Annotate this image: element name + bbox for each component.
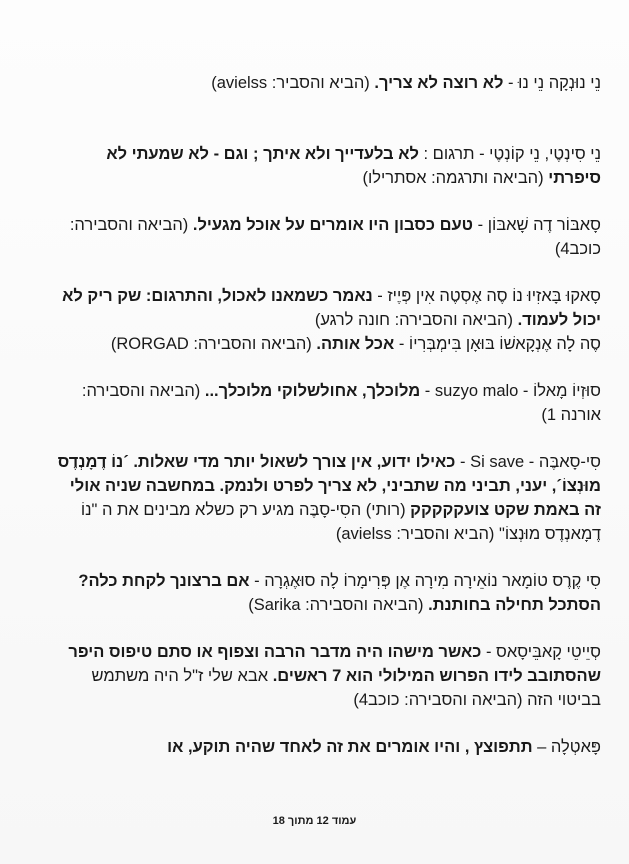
entry-meaning: כאילו ידוע, אין צורך לשאול יותר מדי שאלות. ´נוֹ דֶמָנְדֶס מוּנְצוֹ´, יעני, תביני מה שתביני, לא צריך לפרט ולנמק. במחשבה שניה אולי זה באמת שקט צועקקקקק xyxy=(57,452,601,519)
entry-source: (הביא והסביר: avielss) xyxy=(211,73,375,92)
glossary-entry xyxy=(56,379,601,427)
glossary-entries xyxy=(56,54,601,782)
glossary-entry xyxy=(56,569,601,617)
entry-term: נֵי נוּנְקָה נֵי נוּ - xyxy=(503,73,601,92)
entry-meaning: לא רוצה לא צריך. xyxy=(374,73,504,92)
entry-term: סָאקוּ בָּאזִיוּ נוֹ סֶה אֶסְטֶה אִין פְּיֶיז - xyxy=(372,286,601,305)
entry-term: פָּאטְלָה – xyxy=(532,737,601,756)
entry-meaning: לא בלעדייך ולא איתך ; וגם - לא שמעתי לא סיפרתי xyxy=(106,144,601,187)
glossary-entry xyxy=(56,640,601,712)
glossary-entry xyxy=(56,450,601,546)
entry-meaning: תתפוצץ , והיו אומרים את זה לאחד שהיה תוקע, או xyxy=(167,737,533,756)
glossary-entry xyxy=(56,71,601,95)
entry-meaning: מלוכלך, אחולשלוקי מלוכלך... xyxy=(204,381,421,400)
entry-meaning: כאשר מישהו היה מדבר הרבה וצפוף או סתם טיפוס היפר שהסתובב לידו הפרוש המילולי הוא 7 ראשים. xyxy=(68,642,601,685)
entry-term: סָאבּוֹר דֶה שָׁאבּוֹן - xyxy=(473,215,601,234)
entry-source: (הביאה והסבירה: חונה לרגע) xyxy=(314,310,518,329)
entry-term: סְיֵיטֵי קָאבֵּיסָאס - xyxy=(481,642,601,661)
entry-source: (הביאה והסבירה: אורנה 1) xyxy=(81,381,601,424)
page-number: עמוד 12 מתוך 18 xyxy=(272,815,357,827)
glossary-entry xyxy=(56,284,601,356)
entry-source: אבא שלי ז"ל היה משתמש בביטוי הזה (הביאה והסבירה: כוכב4) xyxy=(91,666,601,709)
entry-term: סִי קֶרֶס טוֹמָאר נוֹאֵירָה מִירָה אֶן פְּרִימָרוֹ לָה סוּאֶגְרָה - xyxy=(249,571,601,590)
entry-source: (הביאה והסבירה: כוכב4) xyxy=(69,215,601,258)
glossary-entry xyxy=(56,735,601,759)
entry-source: (הביאה והסבירה: RORGAD) xyxy=(110,334,317,353)
glossary-entry xyxy=(56,213,601,261)
entry-meaning: אם ברצונך לקחת כלה? הסתכל תחילה בחותנת. xyxy=(78,571,601,614)
entry-source: (הביאה והסבירה: Sarika) xyxy=(248,595,429,614)
entry-term: סוּזְיוֹ מָאלוֹ - suzyo malo - xyxy=(420,381,601,400)
entry-source: (הביאה ותרגמה: אסתרילו) xyxy=(362,168,549,187)
entry-meaning: טעם כסבון היו אומרים על אוכל מגעיל. xyxy=(192,215,474,234)
entry-meaning: נאמר כשמאנו לאכול, והתרגום: שק ריק לא יכול לעמוד. xyxy=(62,286,601,329)
entry-source: (רותי) הסִי-סָבֶּה מגיע רק כשלא מבינים את ה "נוֹ דֶמָאנְדֶס מוּנְצוֹ" (הביא והסביר: avielss) xyxy=(80,500,601,543)
entry-meaning: אכל אותה. xyxy=(316,334,395,353)
entry-term: סֶה לָה אֶנְקָאשׁוֹ בּוּאָן בִּימְבְּרִיוֹ - xyxy=(394,334,601,353)
entry-term: סִי-סָאבֶּה - Si save - xyxy=(455,452,601,471)
entry-term: נֵי סִינְטֶי, נֵי קוֹנְטֶי - תרגום : xyxy=(418,144,601,163)
glossary-entry xyxy=(56,142,601,190)
